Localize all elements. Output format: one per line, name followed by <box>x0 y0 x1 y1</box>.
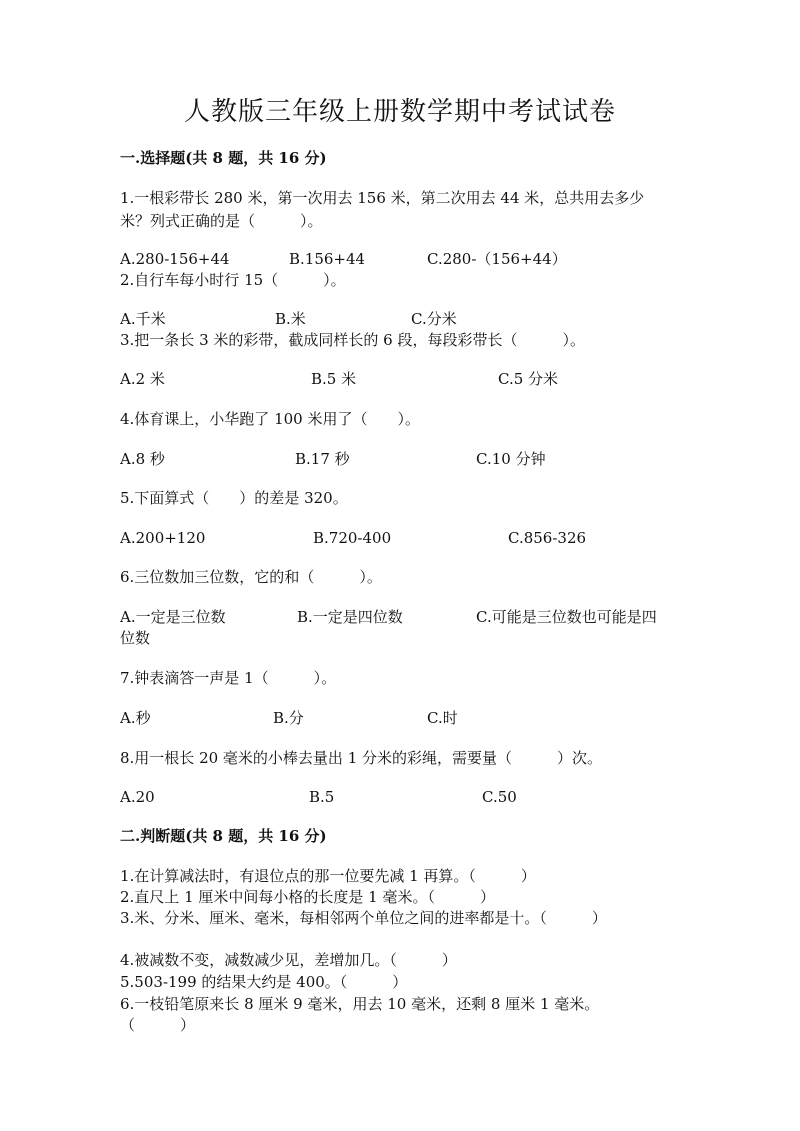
question-6-option-c: C.可能是三位数也可能是四 <box>476 608 657 626</box>
question-5-option-b: B.720-400 <box>313 529 392 547</box>
question-3-text: 3.把一条长 3 米的彩带，截成同样长的 6 段，每段彩带长（ ）。 <box>120 331 585 349</box>
question-1-text: 1.一根彩带长 280 米，第一次用去 156 米，第二次用去 44 米，总共用去多少 <box>120 189 645 207</box>
question-7-text: 7.钟表滴答一声是 1（ ）。 <box>120 669 337 687</box>
question-4-option-c: C.10 分钟 <box>476 450 546 468</box>
question-3-option-a: A.2 米 <box>120 370 165 388</box>
question-2-option-a: A.千米 <box>120 310 166 328</box>
judgement-2: 2.直尺上 1 厘米中间每小格的长度是 1 毫米。（ ） <box>120 888 495 906</box>
question-8-option-c: C.50 <box>482 788 517 806</box>
question-2-option-b: B.米 <box>275 310 306 328</box>
question-5-option-c: C.856-326 <box>508 529 587 547</box>
judgement-3: 3.米、分米、厘米、毫米，每相邻两个单位之间的进率都是十。（ ） <box>120 909 607 927</box>
section-heading-judgement: 二.判断题(共 8 题，共 16 分) <box>120 827 327 845</box>
question-7-option-c: C.时 <box>427 709 458 727</box>
question-1-option-c: C.280-（156+44） <box>427 250 567 268</box>
judgement-6-blank: （ ） <box>120 1016 196 1034</box>
section-heading-choice: 一.选择题(共 8 题，共 16 分) <box>120 149 327 167</box>
question-7-option-b: B.分 <box>273 709 304 727</box>
question-4-text: 4.体育课上，小华跑了 100 米用了（ ）。 <box>120 410 420 428</box>
question-6-option-c-cont: 位数 <box>120 629 151 647</box>
question-8-text: 8.用一根长 20 毫米的小棒去量出 1 分米的彩绳，需要量（ ）次。 <box>120 749 603 767</box>
question-2-option-c: C.分米 <box>411 310 457 328</box>
question-1-option-a: A.280-156+44 <box>120 250 230 268</box>
question-5-text: 5.下面算式（ ）的差是 320。 <box>120 489 348 507</box>
question-6-text: 6.三位数加三位数，它的和（ ）。 <box>120 568 382 586</box>
question-8-option-a: A.20 <box>120 788 155 806</box>
question-8-option-b: B.5 <box>309 788 335 806</box>
question-6-option-a: A.一定是三位数 <box>120 608 226 626</box>
page-title: 人教版三年级上册数学期中考试试卷 <box>183 97 616 127</box>
judgement-5: 5.503-199 的结果大约是 400。（ ） <box>120 973 408 991</box>
judgement-1: 1.在计算减法时，有退位点的那一位要先减 1 再算。（ ） <box>120 867 536 885</box>
question-3-option-b: B.5 米 <box>311 370 357 388</box>
question-4-option-a: A.8 秒 <box>120 450 165 468</box>
judgement-4: 4.被减数不变，减数减少见，差增加几。（ ） <box>120 951 457 969</box>
question-1-text-cont: 米？列式正确的是（ ）。 <box>120 212 323 230</box>
question-1-option-b: B.156+44 <box>289 250 366 268</box>
question-3-option-c: C.5 分米 <box>498 370 559 388</box>
judgement-6: 6.一枝铅笔原来长 8 厘米 9 毫米，用去 10 毫米，还剩 8 厘米 1 毫米。 <box>120 995 600 1013</box>
question-4-option-b: B.17 秒 <box>295 450 350 468</box>
question-7-option-a: A.秒 <box>120 709 151 727</box>
question-2-text: 2.自行车每小时行 15（ ）。 <box>120 271 346 289</box>
question-5-option-a: A.200+120 <box>120 529 206 547</box>
question-6-option-b: B.一定是四位数 <box>297 608 403 626</box>
